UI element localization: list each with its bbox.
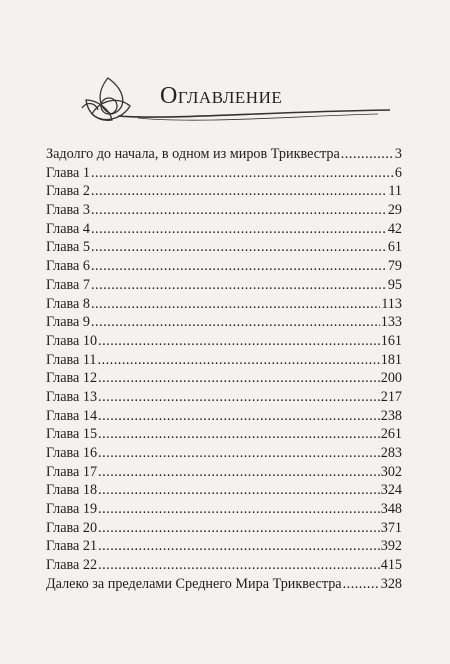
toc-entry-title: Глава 8 (46, 295, 90, 312)
toc-entry-title: Глава 7 (46, 276, 90, 293)
toc-entry-title: Глава 9 (46, 314, 90, 331)
toc-entry-page: 3 (394, 146, 402, 162)
toc-entry-title: Глава 3 (46, 202, 90, 219)
dot-leader (98, 369, 380, 388)
toc-entry-title: Глава 10 (46, 332, 98, 349)
dot-leader (98, 463, 380, 482)
toc-entry-title: Далеко за пределами Среднего Мира Триквестра (46, 575, 342, 592)
toc-entry-page: 95 (387, 276, 402, 293)
dot-leader (91, 220, 387, 239)
toc-entry (46, 145, 402, 164)
toc-entry-page: 392 (380, 538, 402, 555)
toc-entry-title: Глава 4 (46, 220, 90, 237)
toc-entry-title: Глава 15 (46, 426, 98, 443)
toc-entry-title: Глава 11 (46, 351, 97, 368)
dot-leader (91, 313, 380, 332)
dot-leader (91, 182, 387, 201)
dot-leader (91, 276, 387, 295)
toc-entry-title: Глава 16 (46, 445, 98, 461)
toc-entry-page: 181 (380, 351, 402, 368)
dot-leader (98, 444, 380, 463)
dot-leader (98, 407, 380, 426)
toc-entry-title: Глава 13 (46, 388, 98, 405)
toc-entry-page: 161 (380, 332, 402, 349)
toc-entry-page: 302 (380, 463, 402, 480)
toc-entry-page: 261 (380, 426, 402, 443)
toc-entry-title: Задолго до начала, в одном из миров Триквестра (46, 146, 340, 162)
toc-entry (46, 407, 402, 426)
dot-leader (98, 351, 380, 370)
toc-entry-page: 113 (381, 295, 402, 312)
toc-entry (46, 369, 402, 388)
toc-entry-title: Глава 21 (46, 538, 98, 555)
toc-entry (46, 556, 402, 575)
dot-leader (91, 201, 387, 220)
toc-entry (46, 164, 402, 183)
dot-leader (98, 556, 380, 575)
toc-entry-page: 200 (380, 370, 402, 387)
toc-entry-title: Глава 6 (46, 258, 90, 275)
toc-entry (46, 220, 402, 239)
toc-entry (46, 444, 402, 463)
toc-entry-page: 371 (380, 519, 402, 536)
toc-entry-page: 348 (380, 501, 402, 518)
toc-entry (46, 257, 402, 276)
toc-entry-page: 217 (380, 388, 402, 405)
dot-leader (98, 388, 380, 407)
dot-leader (91, 257, 387, 276)
toc-entry-title: Глава 2 (46, 183, 90, 200)
dot-leader (341, 145, 394, 164)
toc-entry-title: Глава 18 (46, 482, 98, 499)
dot-leader (98, 500, 380, 519)
toc-entry-title: Глава 20 (46, 519, 98, 536)
toc-entry-title: Глава 5 (46, 239, 90, 256)
table-of-contents (46, 145, 402, 594)
dot-leader (343, 575, 380, 594)
toc-entry (46, 332, 402, 351)
toc-entry-title: Глава 14 (46, 407, 98, 424)
toc-entry (46, 351, 402, 370)
toc-entry-page: 283 (380, 445, 402, 461)
toc-entry (46, 481, 402, 500)
toc-entry (46, 295, 402, 314)
toc-entry (46, 425, 402, 444)
toc-entry (46, 463, 402, 482)
toc-entry (46, 201, 402, 220)
toc-entry (46, 182, 402, 201)
dot-leader (91, 295, 380, 314)
toc-entry (46, 537, 402, 556)
toc-entry-page: 61 (387, 239, 402, 256)
dot-leader (98, 537, 380, 556)
toc-entry-page: 6 (394, 164, 402, 181)
toc-entry-page: 133 (380, 314, 402, 331)
toc-entry-page: 238 (380, 407, 402, 424)
toc-entry-page: 11 (388, 183, 402, 200)
toc-entry-title: Глава 17 (46, 463, 98, 480)
toc-entry (46, 313, 402, 332)
toc-entry (46, 575, 402, 594)
toc-entry-title: Глава 22 (46, 557, 98, 574)
toc-heading: Оглавление (160, 83, 283, 109)
toc-entry (46, 238, 402, 257)
toc-entry-page: 324 (380, 482, 402, 499)
toc-entry-page: 42 (387, 220, 402, 237)
dot-leader (98, 519, 380, 538)
dot-leader (98, 425, 380, 444)
toc-entry-page: 29 (387, 202, 402, 219)
toc-entry-page: 328 (380, 575, 402, 592)
toc-entry (46, 388, 402, 407)
dot-leader (91, 238, 387, 257)
toc-entry-title: Глава 19 (46, 501, 98, 518)
toc-entry-page: 415 (380, 557, 402, 574)
toc-entry (46, 500, 402, 519)
toc-entry-title: Глава 12 (46, 370, 98, 387)
dot-leader (91, 164, 394, 183)
toc-entry (46, 519, 402, 538)
dot-leader (98, 481, 380, 500)
dot-leader (98, 332, 380, 351)
toc-entry (46, 276, 402, 295)
toc-entry-page: 79 (387, 258, 402, 275)
toc-entry-title: Глава 1 (46, 164, 90, 181)
